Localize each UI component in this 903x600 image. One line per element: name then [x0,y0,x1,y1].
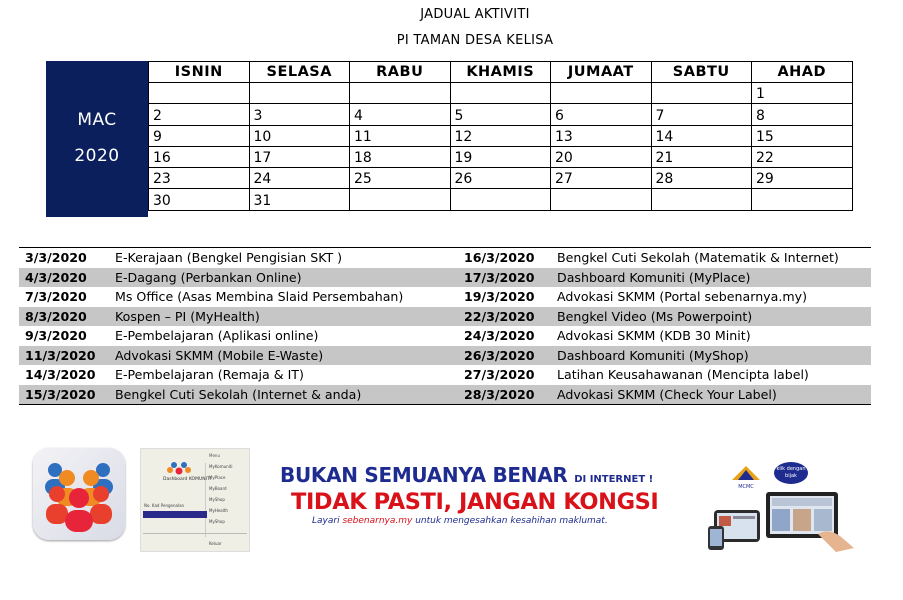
calendar-week [149,125,853,146]
activity-row [19,326,871,346]
activity-name: Bengkel Cuti Sekolah (Matematik & Internet) [557,250,839,266]
activity-name: Kospen – PI (MyHealth) [109,307,458,327]
calendar-day-cell [450,83,551,104]
activity-name: Advokasi SKMM (Check Your Label) [551,385,871,405]
calendar-day-cell [149,83,250,104]
calendar-day-cell: 4 [350,104,451,125]
activity-date: 4/3/2020 [19,268,109,288]
activity-date: 22/3/2020 [458,307,551,327]
calendar-day-cell: 16 [149,146,250,167]
year-label: 2020 [74,146,120,166]
calendar-day-cell [551,83,652,104]
app-brand: Dashboard KOMUNITI [163,477,212,482]
app-menu-item: MyPlace [209,475,226,480]
klik-dengan-bijak-logo: klik dengan bijak [774,462,808,484]
calendar-day-cell: 7 [651,104,752,125]
calendar-day-cell [249,83,350,104]
calendar-week [149,104,853,125]
calendar-week [149,168,853,189]
activity-name: E-Dagang (Perbankan Online) [109,268,458,288]
day-header-isnin: ISNIN [149,62,250,83]
page-title: JADUAL AKTIVITI [420,7,530,22]
activity-row [19,287,871,307]
app-menu-item: MyKomuniti [209,464,233,469]
mini-logo [141,449,249,551]
day-header-rabu: RABU [350,62,451,83]
app-menu-list [209,461,232,527]
calendar-day-cell [350,189,451,210]
activity-name: Advokasi SKMM (Mobile E-Waste) [109,346,458,366]
activity-date: 17/3/2020 [458,268,551,288]
calendar-day-cell: 14 [651,125,752,146]
devices-illustration [708,488,868,552]
activity-name: Dashboard Komuniti (MyShop) [551,346,871,366]
month-name: MAC [77,110,117,130]
activity-row [19,248,871,268]
day-header-khamis: KHAMIS [450,62,551,83]
activity-date: 14/3/2020 [25,367,96,383]
calendar-day-cell [551,189,652,210]
calendar-day-cell: 30 [149,189,250,210]
banner-line-2: TIDAK PASTI, JANGAN KONGSI [291,489,659,515]
calendar-day-cell: 1 [752,83,853,104]
calendar-day-cell: 3 [249,104,350,125]
activity-name: Latihan Keusahawanan (Mencipta label) [557,367,809,383]
calendar-day-cell: 9 [149,125,250,146]
calendar-day-cell [651,189,752,210]
activity-name: E-Pembelajaran (Aplikasi online) [115,328,319,344]
banner-line-3: Layari sebenarnya.my untuk mengesahkan kesahihan maklumat. [312,516,608,526]
activity-date: 28/3/2020 [458,385,551,405]
calendar-grid [148,61,853,211]
calendar-day-cell: 21 [651,146,752,167]
calendar-day-cell [651,83,752,104]
app-menu-item: MyBoard [209,486,227,491]
calendar-week [149,146,853,167]
activity-date: 8/3/2020 [19,307,109,327]
calendar-day-cell: 24 [249,168,350,189]
calendar-day-cell: 15 [752,125,853,146]
activity-date: 16/3/2020 [464,250,535,266]
app-menu-title: Menu [209,453,220,458]
activity-date: 24/3/2020 [464,328,535,344]
activity-name: E-Kerajaan (Bengkel Pengisian SKT ) [115,250,343,266]
mcmc-logo: MCMC [732,466,760,482]
calendar-week [149,189,853,210]
calendar-day-cell: 25 [350,168,451,189]
activity-date: 15/3/2020 [19,385,109,405]
activity-date: 26/3/2020 [458,346,551,366]
mcmc-mark-icon [732,466,760,482]
calendar-day-cell: 17 [249,146,350,167]
people-group-icon [33,448,125,540]
calendar-day-cell: 12 [450,125,551,146]
activity-row [19,385,871,405]
calendar-day-cell: 28 [651,168,752,189]
month-label [46,61,148,217]
calendar-day-cell: 20 [551,146,652,167]
activity-name: E-Pembelajaran (Remaja & IT) [115,367,304,383]
calendar-day-cell [350,83,451,104]
activity-name: Bengkel Cuti Sekolah (Internet & anda) [109,385,458,405]
day-header-ahad: AHAD [752,62,853,83]
day-header-selasa: SELASA [249,62,350,83]
activity-table [19,247,871,405]
calendar-day-cell: 27 [551,168,652,189]
calendar-day-cell: 26 [450,168,551,189]
calendar-day-cell: 6 [551,104,652,125]
calendar-day-cell [450,189,551,210]
activity-row [19,268,871,288]
activity-date: 19/3/2020 [464,289,535,305]
activity-date: 7/3/2020 [25,289,87,305]
calendar-day-cell: 19 [450,146,551,167]
dashboard-komuniti-app-icon [33,448,125,540]
activity-name: Dashboard Komuniti (MyPlace) [551,268,871,288]
calendar-day-cell: 10 [249,125,350,146]
banner-line-1: BUKAN SEMUANYA BENAR DI INTERNET ! [280,463,654,487]
calendar-day-cell: 8 [752,104,853,125]
activity-date: 3/3/2020 [25,250,87,266]
activity-name: Advokasi SKMM (Portal sebenarnya.my) [557,289,807,305]
activity-row [19,307,871,327]
app-logout: Keluar [209,541,222,546]
activity-date: 27/3/2020 [464,367,535,383]
activity-name: Advokasi SKMM (KDB 30 Minit) [557,328,751,344]
calendar-week [149,83,853,104]
calendar-day-cell [752,189,853,210]
calendar-day-cell: 31 [249,189,350,210]
dashboard-app-screenshot [140,448,250,552]
activity-row [19,365,871,385]
sebenarnya-banner [262,448,869,552]
activity-date: 11/3/2020 [19,346,109,366]
page-subtitle: PI TAMAN DESA KELISA [396,33,554,48]
calendar-day-cell: 5 [450,104,551,125]
day-header-jumaat: JUMAAT [551,62,652,83]
calendar-day-cell: 23 [149,168,250,189]
calendar-day-cell: 18 [350,146,451,167]
app-menu-item: MyHealth [209,508,228,513]
calendar-day-cell: 11 [350,125,451,146]
app-id-field: No. Kad Pengenalan [144,503,185,508]
activity-date: 9/3/2020 [25,328,87,344]
activity-name: Ms Office (Asas Membina Slaid Persembahan) [115,289,404,305]
app-menu-item: MyShop [209,519,225,524]
calendar-day-cell: 2 [149,104,250,125]
calendar-day-cell: 29 [752,168,853,189]
app-menu-item: MyShop [209,497,225,502]
calendar-day-cell: 13 [551,125,652,146]
calendar-day-cell: 22 [752,146,853,167]
activity-row [19,346,871,366]
activity-name: Bengkel Video (Ms Powerpoint) [551,307,871,327]
day-header-sabtu: SABTU [651,62,752,83]
